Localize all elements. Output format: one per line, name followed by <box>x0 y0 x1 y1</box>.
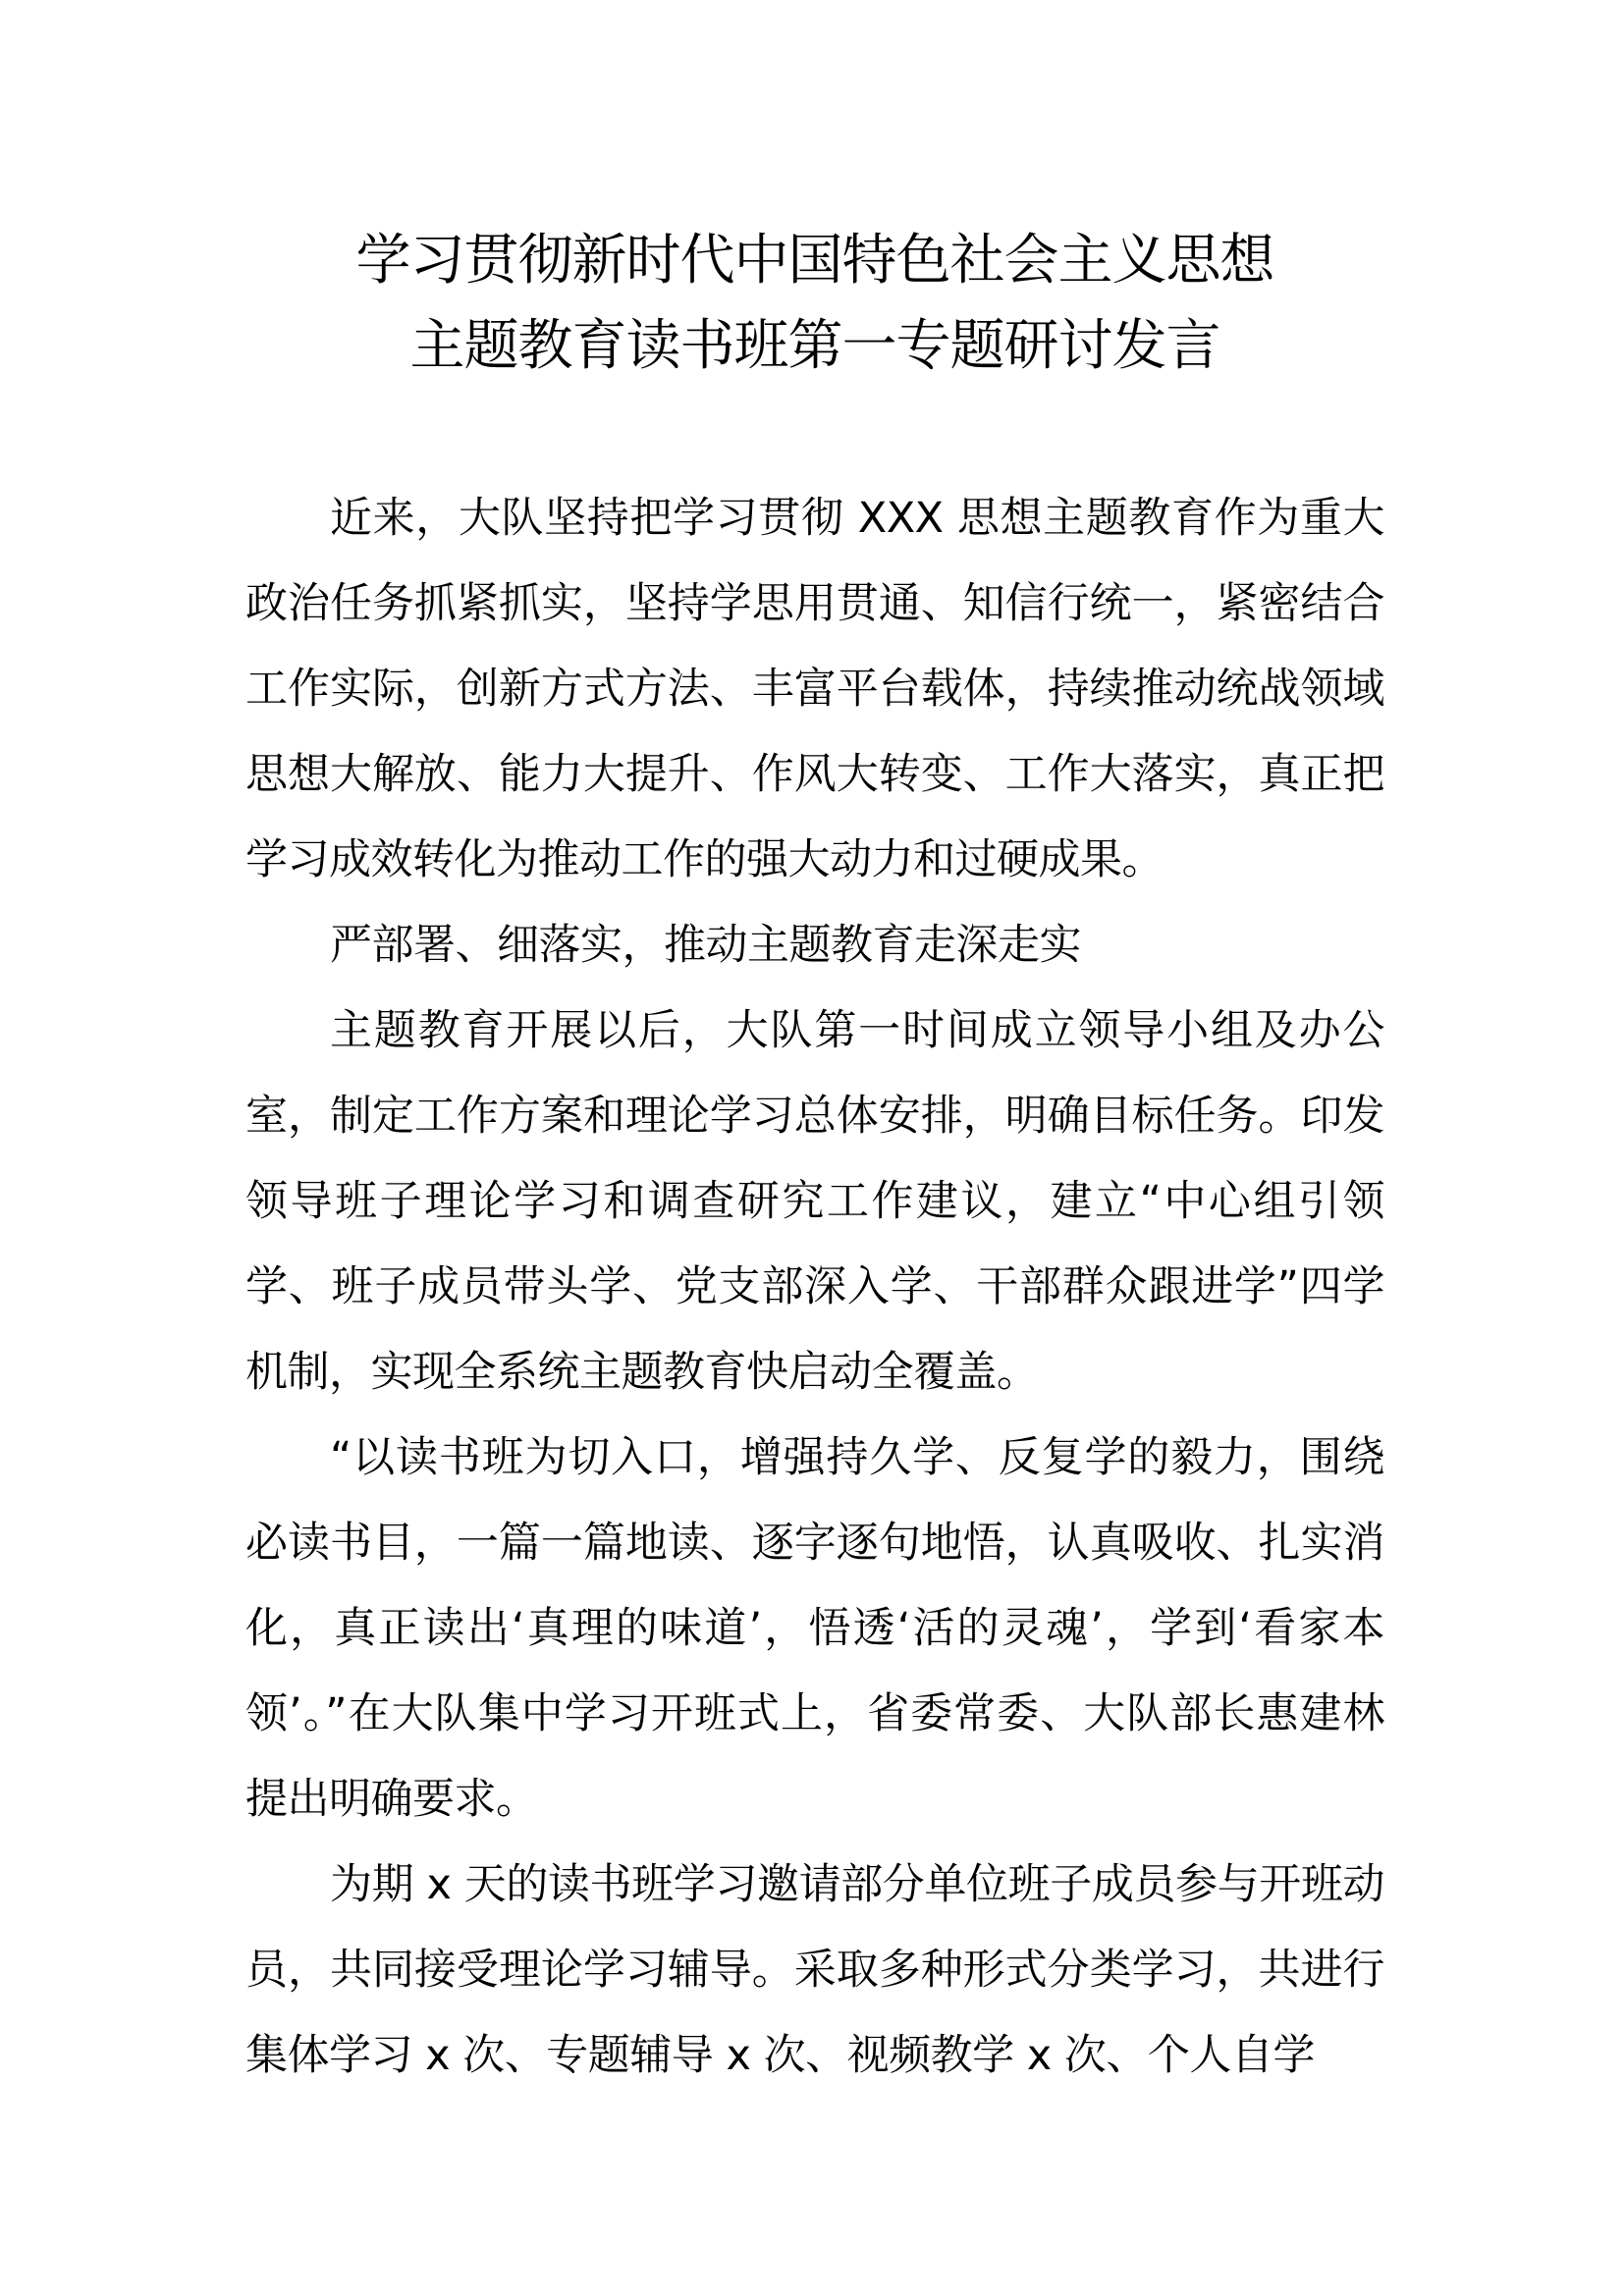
title-line-2: 主题教育读书班第一专题研讨发言 <box>409 314 1220 378</box>
document-body <box>245 476 1384 2099</box>
paragraph-reading-class: 为期 x 天的读书班学习邀请部分单位班子成员参与开班动员，共同接受理论学习辅导。采取多种形式分类学习，共进行集体学习 x 次、专题辅导 x 次、视频教学 x 次、个人自学 <box>245 1860 1384 2080</box>
paragraph-quote: “以读书班为切入口，增强持久学、反复学的毅力，围绕必读书目，一篇一篇地读、逐字逐句地悟，认真吸收、扎实消化，真正读出‘真理的味道’，悟透‘活的灵魂’，学到‘看家本领’。”在大队集中学习开班式上，省委常委、大队部长惠建林提出明确要求。 <box>245 1433 1384 1824</box>
title-line-1: 学习贯彻新时代中国特色社会主义思想 <box>355 229 1274 293</box>
paragraph-intro: 近来，大队坚持把学习贯彻 XXX 思想主题教育作为重大政治任务抓紧抓实，坚持学思用贯通、知信行统一，紧密结合工作实际，创新方式方法、丰富平台载体，持续推动统战领域思想大解放、能力大提升、作风大转变、工作大落实，真正把学习成效转化为推动工作的强大动力和过硬成果。 <box>245 494 1384 884</box>
paragraph-organization: 主题教育开展以后，大队第一时间成立领导小组及办公室，制定工作方案和理论学习总体安排，明确目标任务。印发领导班子理论学习和调查研究工作建议，建立“中心组引领学、班子成员带头学、党支部深入学、干部群众跟进学”四学机制，实现全系统主题教育快启动全覆盖。 <box>245 1006 1384 1397</box>
document-title <box>245 218 1384 389</box>
section-heading: 严部署、细落实，推动主题教育走深走实 <box>330 921 1081 970</box>
